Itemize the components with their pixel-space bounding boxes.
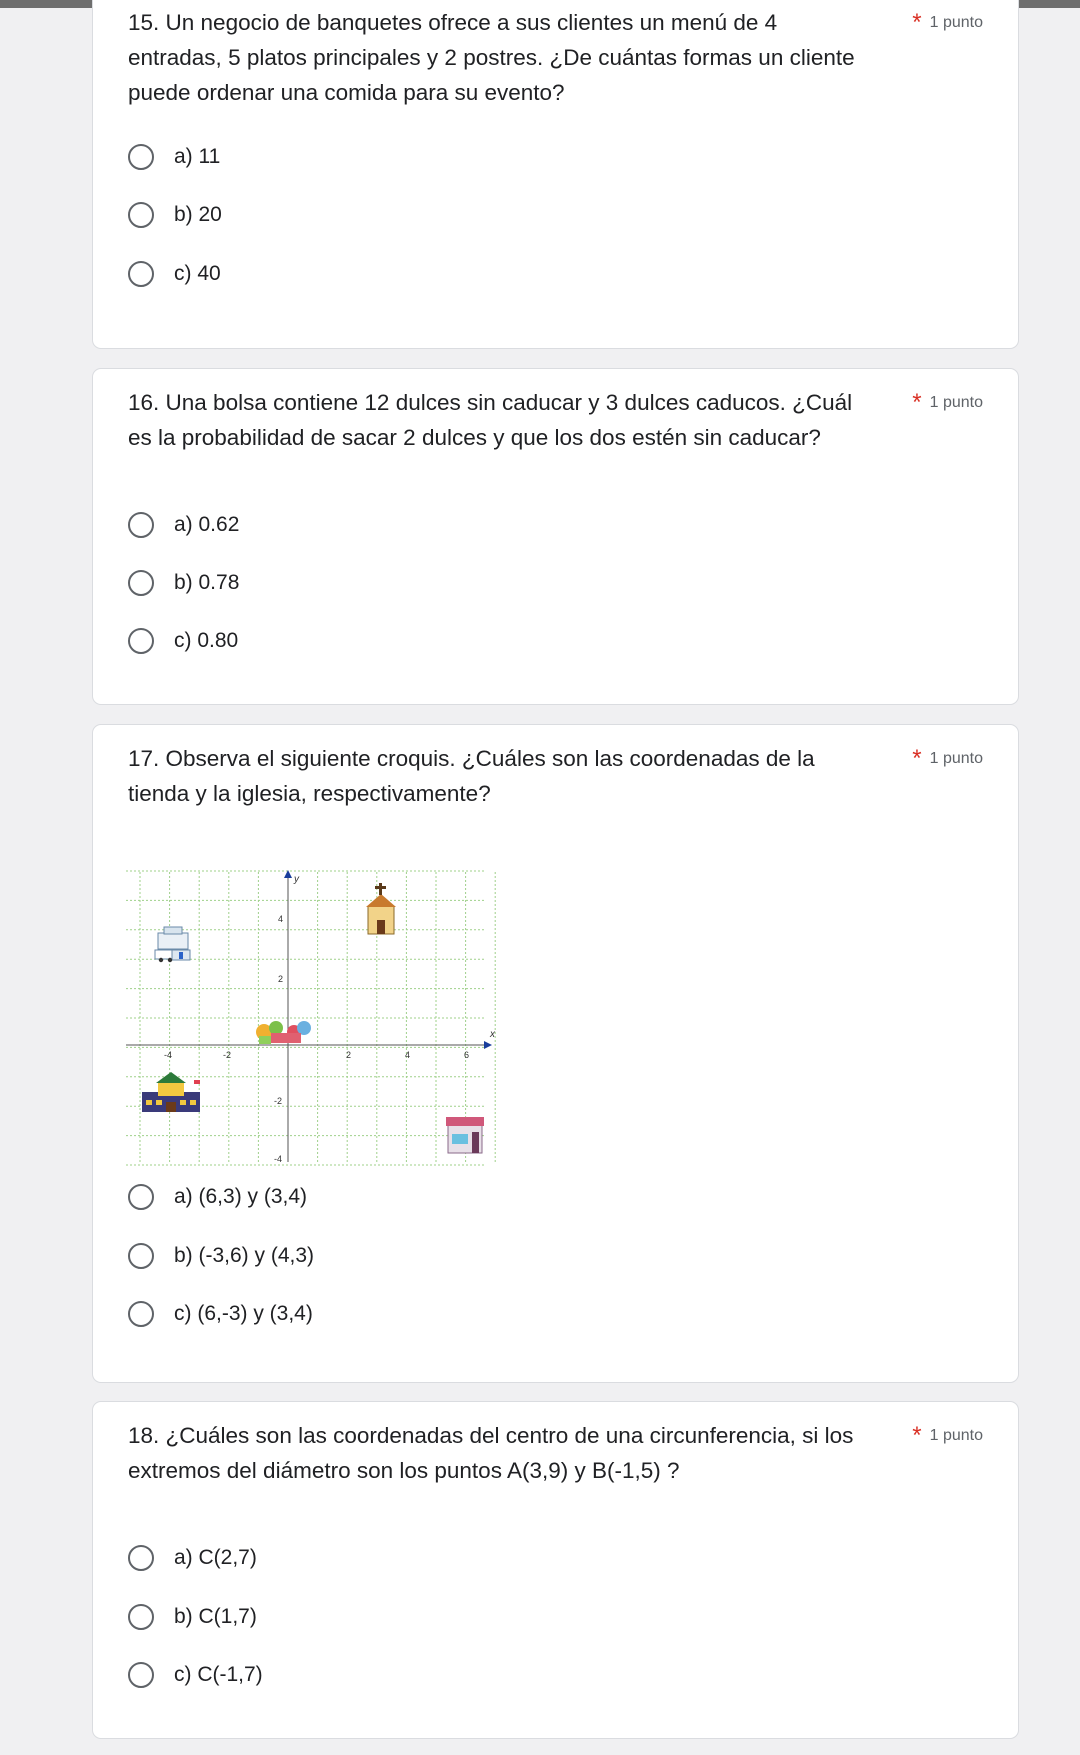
x-axis-label: x: [490, 1029, 495, 1040]
coordinate-map: [126, 870, 498, 1166]
y-axis-label: y: [294, 874, 299, 885]
y-tick-label: 2: [278, 974, 284, 984]
radio-button[interactable]: [128, 1604, 154, 1630]
question-card-16: [92, 368, 1019, 705]
x-tick-label: -2: [223, 1050, 232, 1060]
option-b[interactable]: [128, 1238, 314, 1274]
points-label: 1 punto: [929, 1426, 983, 1444]
points-label: 1 punto: [929, 749, 983, 767]
points-label: 1 punto: [929, 13, 983, 31]
option-c[interactable]: [128, 1296, 313, 1332]
question-card-15: [92, 0, 1019, 349]
option-label: c) 40: [174, 262, 221, 285]
question-header: [128, 741, 983, 811]
coordinate-map-figure: [126, 870, 498, 1166]
option-a[interactable]: [128, 1179, 307, 1215]
option-b[interactable]: [128, 565, 239, 601]
question-text: 15. Un negocio de banquetes ofrece a sus clientes un menú de 4 entradas, 5 platos principales y 2 postres. ¿De cuántas formas un cliente puede ordenar una comida para su evento?: [128, 10, 855, 105]
question-header: [128, 385, 983, 455]
option-label: a) (6,3) y (3,4): [174, 1185, 308, 1208]
option-label: c) C(-1,7): [174, 1663, 263, 1686]
park-icon: [256, 1021, 311, 1044]
radio-button[interactable]: [128, 261, 154, 287]
required-asterisk: *: [912, 8, 922, 36]
x-axis-arrow-icon: [484, 1041, 492, 1049]
option-label: c) 0.80: [174, 629, 239, 652]
option-c[interactable]: [128, 1657, 263, 1693]
radio-button[interactable]: [128, 1184, 154, 1210]
grid-lines: [126, 871, 495, 1165]
store-icon: [446, 1117, 484, 1153]
x-tick-label: -4: [164, 1050, 173, 1060]
option-label: c) (6,-3) y (3,4): [174, 1302, 313, 1325]
question-text: 17. Observa el siguiente croquis. ¿Cuáles son las coordenadas de la tienda y la iglesia, respectivamente?: [128, 746, 815, 806]
church-icon: [366, 883, 396, 934]
radio-button[interactable]: [128, 144, 154, 170]
required-asterisk: *: [912, 1421, 922, 1449]
x-tick-label: 4: [405, 1050, 411, 1060]
option-label: b) 0.78: [174, 571, 240, 594]
radio-button[interactable]: [128, 1662, 154, 1688]
option-c[interactable]: [128, 623, 238, 659]
x-tick-label: 6: [464, 1050, 470, 1060]
option-b[interactable]: [128, 197, 222, 233]
option-c[interactable]: [128, 256, 221, 292]
option-b[interactable]: [128, 1599, 257, 1635]
question-card-18: [92, 1401, 1019, 1739]
question-text: 18. ¿Cuáles son las coordenadas del centro de una circunferencia, si los extremos del diámetro son los puntos A(3,9) y B(-1,5) ?: [128, 1423, 854, 1483]
question-text: 16. Una bolsa contiene 12 dulces sin caducar y 3 dulces caducos. ¿Cuál es la probabilidad de sacar 2 dulces y que los dos estén sin caducar?: [128, 390, 853, 450]
radio-button[interactable]: [128, 1301, 154, 1327]
school-icon: [142, 1072, 200, 1112]
question-meta: [912, 1418, 983, 1453]
y-tick-label: 4: [278, 914, 284, 924]
question-card-17: [92, 724, 1019, 1383]
option-label: b) (-3,6) y (4,3): [174, 1244, 315, 1267]
option-label: a) 0.62: [174, 513, 240, 536]
question-header: [128, 5, 983, 110]
y-tick-label: -2: [274, 1096, 283, 1106]
question-meta: [912, 5, 983, 40]
option-label: b) C(1,7): [174, 1605, 257, 1628]
option-a[interactable]: [128, 507, 239, 543]
option-a[interactable]: [128, 139, 220, 175]
option-label: a) C(2,7): [174, 1546, 257, 1569]
radio-button[interactable]: [128, 202, 154, 228]
points-label: 1 punto: [929, 393, 983, 411]
option-label: a) 11: [174, 145, 221, 168]
required-asterisk: *: [912, 388, 922, 416]
radio-button[interactable]: [128, 1545, 154, 1571]
question-meta: [912, 385, 983, 420]
question-meta: [912, 741, 983, 776]
radio-button[interactable]: [128, 570, 154, 596]
required-asterisk: *: [912, 744, 922, 772]
y-tick-label: -4: [274, 1154, 283, 1164]
option-a[interactable]: [128, 1540, 257, 1576]
option-label: b) 20: [174, 203, 222, 226]
hospital-icon: [155, 927, 190, 962]
x-tick-label: 2: [346, 1050, 352, 1060]
radio-button[interactable]: [128, 628, 154, 654]
radio-button[interactable]: [128, 512, 154, 538]
radio-button[interactable]: [128, 1243, 154, 1269]
question-header: [128, 1418, 983, 1488]
